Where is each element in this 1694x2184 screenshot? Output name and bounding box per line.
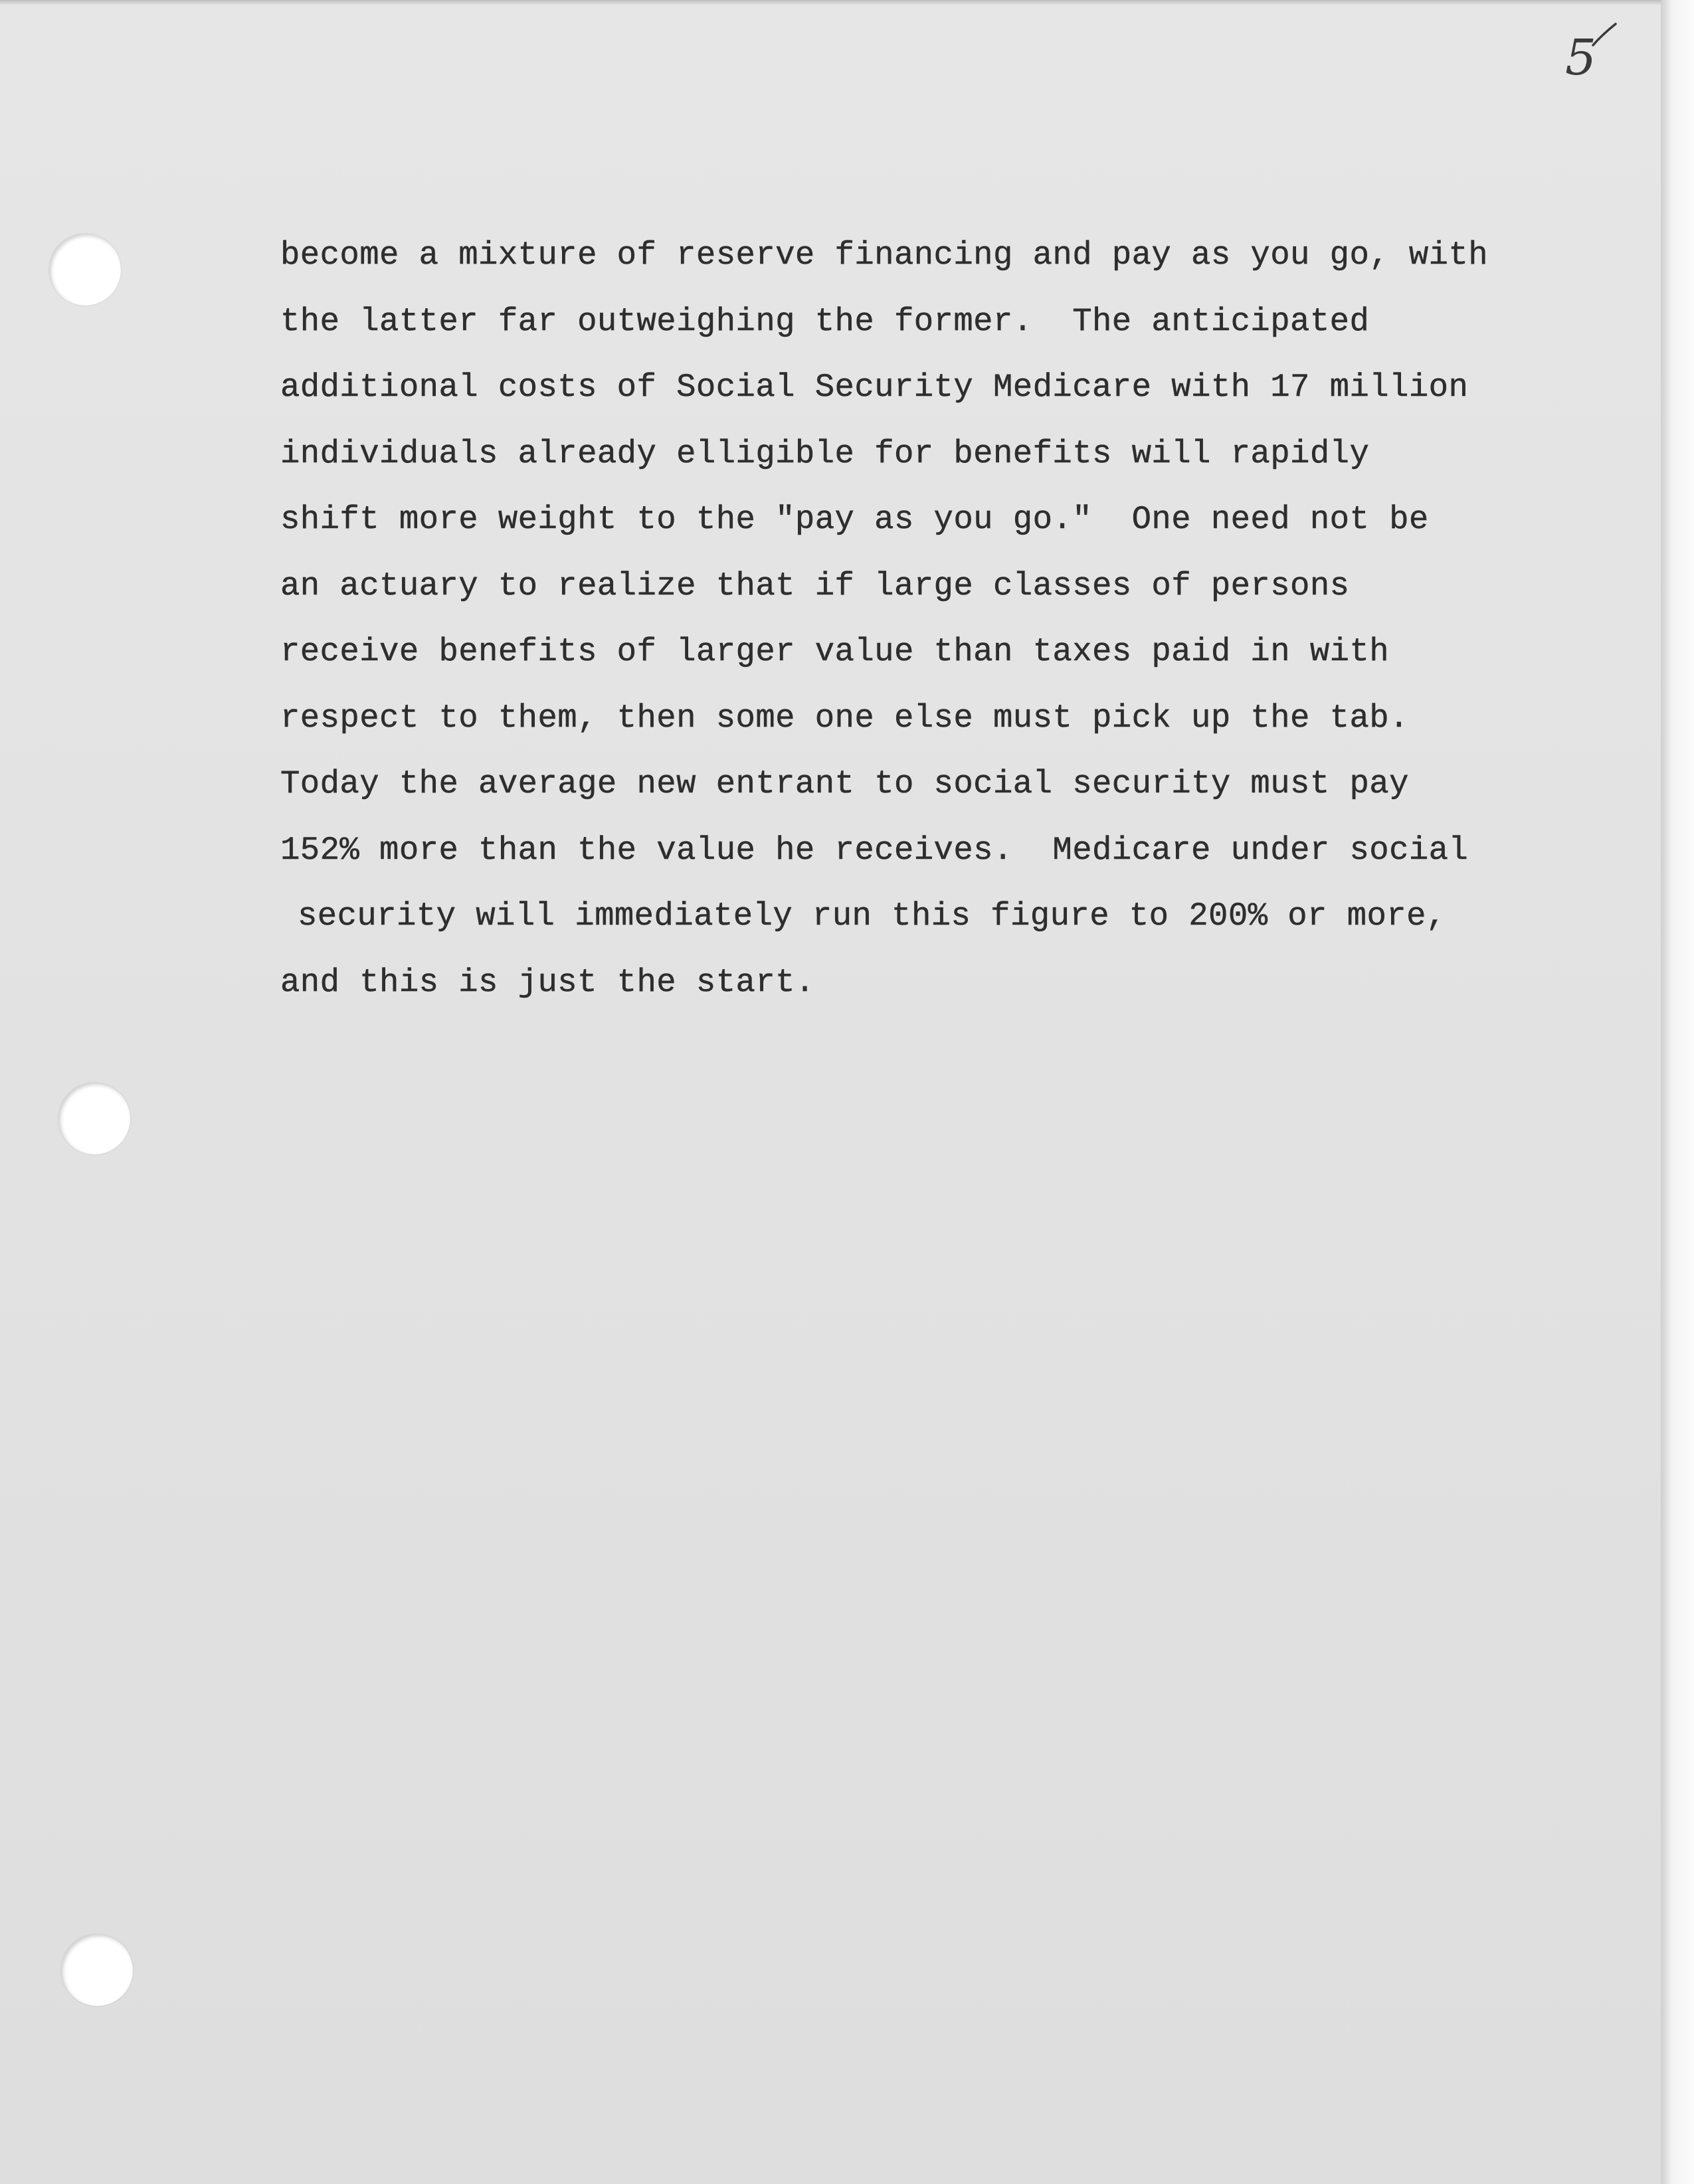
handwritten-page-number xyxy=(1554,20,1634,86)
punch-hole-middle xyxy=(58,1083,130,1154)
text-line: become a mixture of reserve financing and pay as you go, with xyxy=(280,236,1489,274)
text-line: individuals already elligible for benefits will rapidly xyxy=(280,434,1370,472)
text-line: an actuary to realize that if large classes of persons xyxy=(280,567,1350,604)
page-number-tick-mark xyxy=(1554,20,1634,86)
text-line: receive benefits of larger value than taxes paid in with xyxy=(280,633,1390,670)
punch-hole-bottom xyxy=(61,1934,133,2006)
page-top-shadow xyxy=(0,0,1661,5)
page-edge xyxy=(1661,0,1694,2184)
text-line: security will immediately run this figure to 200% or more, xyxy=(298,897,1446,935)
page-number-text: 5 xyxy=(1565,29,1597,86)
text-line: 152% more than the value he receives. Medicare under social xyxy=(280,831,1469,869)
text-line: shift more weight to the "pay as you go." One need not be xyxy=(280,501,1429,538)
text-line: Today the average new entrant to social security must pay xyxy=(280,765,1409,802)
text-line: the latter far outweighing the former. The anticipated xyxy=(280,302,1370,340)
text-line: and this is just the start. xyxy=(280,963,815,1001)
text-line: additional costs of Social Security Medicare with 17 million xyxy=(280,369,1469,406)
typed-paragraph xyxy=(280,223,1569,1016)
text-line: respect to them, then some one else must pick up the tab. xyxy=(280,699,1409,737)
punch-hole-top xyxy=(49,234,121,306)
